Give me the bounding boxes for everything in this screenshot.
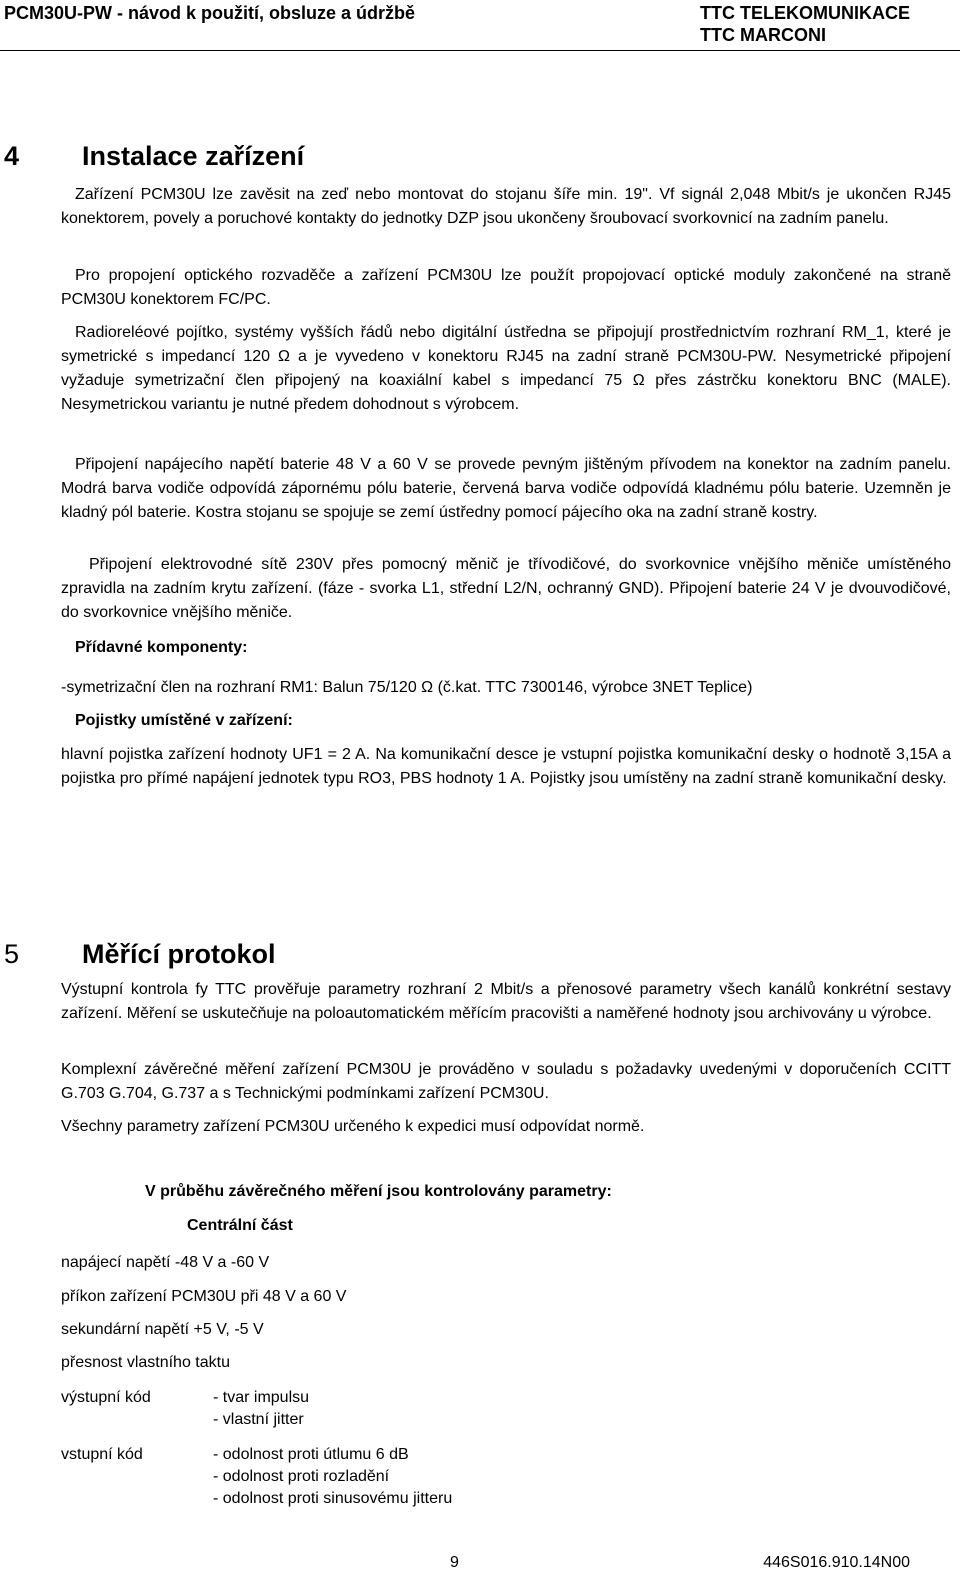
fuses-paragraph: hlavní pojistka zařízení hodnoty UF1 = 2 A. Na komunikační desce je vstupní pojistka komunikační desky o hodnotě 3,15A a pojistka pro přímé napájení jednotek typu RO3, PBS hodnoty 1 A. Pojistky jsou umístěny na zadní straně komunikační desky.: [61, 746, 951, 787]
section-4-title: Instalace zařízení: [82, 141, 305, 171]
section-4-heading: [4, 140, 304, 172]
section-5-paragraph-2: Komplexní závěrečné měření zařízení PCM30U je prováděno v souladu s požadavky uvedenými v doporučeních CCITT G.703 G.704, G.737 a s Technickými podmínkami zařízení PCM30U.: [61, 1061, 951, 1102]
section-5-number: 5: [4, 939, 20, 969]
document-id: 446S016.910.14N00: [763, 1554, 910, 1571]
section-5-title: Měřící protokol: [82, 939, 276, 969]
parameter-item: sekundární napětí +5 V, -5 V: [61, 1321, 264, 1338]
section-4-paragraph-5: Připojení elektrovodné sítě 230V přes pomocný měnič je třívodičové, do svorkovnice vnějšího měniče umístěného zpravidla na zadním krytu zařízení. (fáze - svorka L1, střední L2/N, ochranný GND). Připojení baterie 24 V je dvouvodičové, do svorkovnice vnějšího měniče.: [61, 556, 951, 621]
input-code-item: - odolnost proti útlumu 6 dB: [213, 1446, 409, 1463]
extra-components-heading: Přídavné komponenty:: [75, 639, 248, 656]
header-divider: [0, 50, 960, 51]
section-4-paragraph-2: Pro propojení optického rozvaděče a zařízení PCM30U lze použít propojovací optické moduly zakončené na straně PCM30U konektorem FC/PC.: [61, 267, 951, 308]
output-code-item: - tvar impulsu: [213, 1389, 310, 1406]
central-part-heading: Centrální část: [187, 1217, 293, 1234]
output-code-list: [213, 1387, 309, 1431]
fuses-heading: Pojistky umístěné v zařízení:: [75, 712, 293, 729]
section-5-heading: [4, 938, 276, 970]
section-5-paragraph-1: Výstupní kontrola fy TTC prověřuje parametry rozhraní 2 Mbit/s a přenosové parametry všech kanálů konkrétní sestavy zařízení. Měření se uskutečňuje na poloautomatickém měřícím pracovišti a naměřené hodnoty jsou archivovány u výrobce.: [61, 981, 951, 1022]
output-code-label: výstupní kód: [61, 1389, 151, 1406]
section-4-number: 4: [4, 141, 20, 171]
section-4-paragraph-1: Zařízení PCM30U lze zavěsit na zeď nebo montovat do stojanu šíře min. 19". Vf signál 2,048 Mbit/s je ukončen RJ45 konektorem, povely a poruchové kontakty do jednotky DZP jsou ukončeny šroubovací svorkovnicí na zadním panelu.: [61, 186, 951, 227]
input-code-item: - odolnost proti sinusovému jitteru: [213, 1490, 453, 1507]
header-company-line2: TTC MARCONI: [700, 25, 826, 45]
section-4-paragraph-4: Připojení napájecího napětí baterie 48 V a 60 V se provede pevným jištěným přívodem na konektor na zadním panelu. Modrá barva vodiče odpovídá zápornému pólu baterie, červená barva vodiče odpovídá kladnému pólu baterie. Uzemněn je kladný pól baterie. Kostra stojanu se spojuje se zemí ústředny pomocí pájecího oka na zadní straně kostry.: [61, 456, 951, 521]
output-code-item: - vlastní jitter: [213, 1411, 304, 1428]
header-company-line1: TTC TELEKOMUNIKACE: [700, 3, 910, 23]
section-4-paragraph-3: Radioreléové pojítko, systémy vyšších řádů nebo digitální ústředna se připojují prostřednictvím rozhraní RM_1, které je symetrické s impedancí 120 Ω a je vyvedeno v konektoru RJ45 na zadní straně PCM30U-PW. Nesymetrické připojení vyžaduje symetrizační člen připojený na koaxiální kabel s impedancí 75 Ω přes zástrčku konektoru BNC (MALE). Nesymetrickou variantu je nutné předem dohodnout s výrobcem.: [61, 324, 951, 413]
parameter-item: příkon zařízení PCM30U při 48 V a 60 V: [61, 1288, 347, 1305]
page-number: 9: [450, 1554, 459, 1571]
parameter-item: napájecí napětí -48 V a -60 V: [61, 1254, 270, 1271]
header-company: [700, 2, 910, 46]
input-code-label: vstupní kód: [61, 1446, 143, 1463]
header-title: PCM30U-PW - návod k použití, obsluze a údržbě: [4, 3, 416, 23]
section-5-paragraph-3: Všechny parametry zařízení PCM30U určeného k expedici musí odpovídat normě.: [61, 1118, 645, 1135]
parameter-item: přesnost vlastního taktu: [61, 1354, 230, 1371]
parameters-heading: V průběhu závěrečného měření jsou kontrolovány parametry:: [145, 1183, 612, 1200]
input-code-item: - odolnost proti rozladění: [213, 1468, 390, 1485]
extra-components-line: -symetrizační člen na rozhraní RM1: Balun 75/120 Ω (č.kat. TTC 7300146, výrobce 3NET Teplice): [61, 679, 753, 696]
input-code-list: [213, 1444, 452, 1510]
